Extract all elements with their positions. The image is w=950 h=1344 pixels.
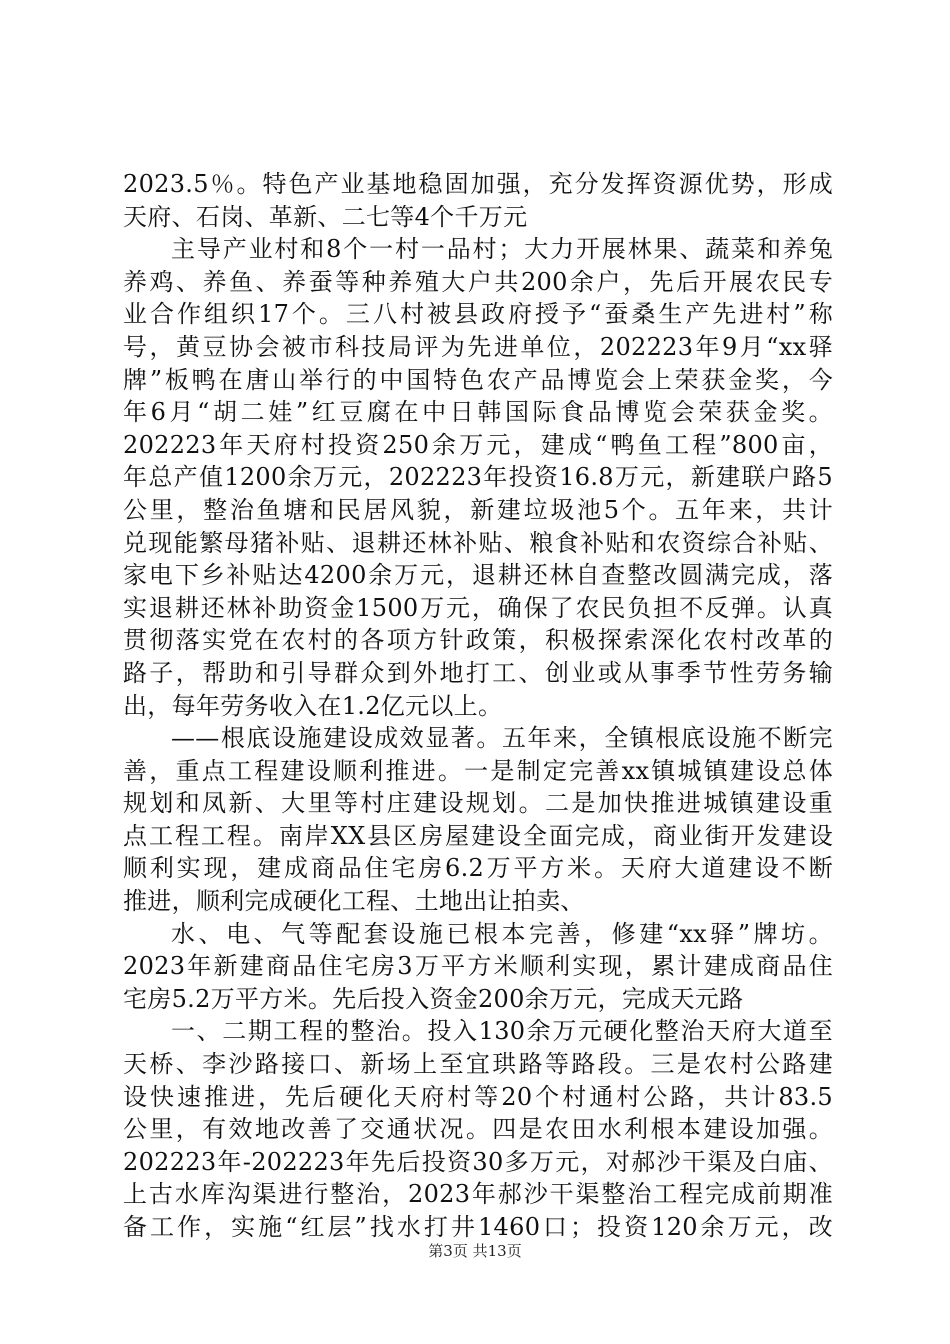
- text-line: 上古水库沟渠进行整治，2023年郝沙干渠整治工程完成前期准: [123, 1180, 833, 1209]
- text-line: ——根底设施建设成效显著。五年来，全镇根底设施不断完: [171, 724, 833, 753]
- text-line: 善，重点工程建设顺利推进。一是制定完善xx镇城镇建设总体: [123, 756, 833, 785]
- text-line: 贯彻落实党在农村的各项方针政策，积极探索深化农村改革的: [123, 626, 833, 655]
- text-line: 牌”板鸭在唐山举行的中国特色农产品博览会上荣获金奖，今: [123, 365, 833, 394]
- text-line: 号，黄豆协会被市科技局评为先进单位，202223年9月“xx驿: [123, 332, 833, 361]
- text-line: 宅房5.2万平方米。先后投入资金200余万元，完成天元路: [123, 984, 744, 1013]
- text-line: 家电下乡补贴达4200余万元，退耕还林自查整改圆满完成，落: [123, 561, 833, 590]
- text-line: 水、电、气等配套设施已根本完善，修建“xx驿”牌坊。: [171, 919, 833, 948]
- text-line: 202223年-202223年先后投资30多万元，对郝沙干渠及白庙、: [123, 1147, 833, 1176]
- text-line: 公里，整治鱼塘和民居风貌，新建垃圾池5个。五年来，共计: [123, 495, 833, 524]
- text-line: 兑现能繁母猪补贴、退耕还林补贴、粮食补贴和农资综合补贴、: [123, 528, 833, 557]
- text-line: 2023.5％。特色产业基地稳固加强，充分发挥资源优势，形成: [123, 170, 833, 198]
- text-line: 路子，帮助和引导群众到外地打工、创业或从事季节性劳务输: [123, 658, 833, 687]
- text-line: 出，每年劳务收入在1.2亿元以上。: [123, 691, 503, 720]
- text-line: 年6月“胡二娃”红豆腐在中日韩国际食品博览会荣获金奖。: [123, 398, 833, 427]
- text-line: 推进，顺利完成硬化工程、土地出让拍卖、: [123, 887, 585, 916]
- text-line: 公里，有效地改善了交通状况。四是农田水利根本建设加强。: [123, 1115, 833, 1144]
- body-text: [123, 168, 833, 1244]
- text-line: 主导产业村和8个一村一品村；大力开展林果、蔬菜和养兔: [171, 235, 833, 264]
- text-line: 实退耕还林补助资金1500万元，确保了农民负担不反弹。认真: [123, 593, 833, 622]
- text-line: 备工作，实施“红层”找水打井1460口；投资120余万元，改: [123, 1213, 833, 1241]
- text-line: 2023年新建商品住宅房3万平方米顺利实现，累计建成商品住: [123, 952, 833, 981]
- text-line: 规划和凤新、大里等村庄建设规划。二是加快推进城镇建设重: [123, 789, 833, 818]
- text-line: 天桥、李沙路接口、新场上至宜珙路等路段。三是农村公路建: [123, 1050, 833, 1079]
- text-line: 点工程工程。南岸XX县区房屋建设全面完成，商业街开发建设: [123, 821, 833, 850]
- text-line: 设快速推进，先后硬化天府村等20个村通村公路，共计83.5: [123, 1082, 833, 1111]
- text-line: 顺利实现，建成商品住宅房6.2万平方米。天府大道建设不断: [123, 854, 833, 883]
- page-number-footer: 第3页 共13页: [428, 1242, 522, 1260]
- text-line: 养鸡、养鱼、养蚕等种养殖大户共200余户，先后开展农民专: [123, 267, 833, 296]
- text-line: 业合作组织17个。三八村被县政府授予“蚕桑生产先进村”称: [123, 300, 833, 329]
- text-line: 天府、石岗、革新、二七等4个千万元: [123, 202, 528, 231]
- text-line: 202223年天府村投资250余万元，建成“鸭鱼工程”800亩，: [123, 430, 833, 459]
- text-line: 一、二期工程的整治。投入130余万元硬化整治天府大道至: [171, 1017, 833, 1046]
- text-line: 年总产值1200余万元，202223年投资16.8万元，新建联户路5: [123, 463, 833, 492]
